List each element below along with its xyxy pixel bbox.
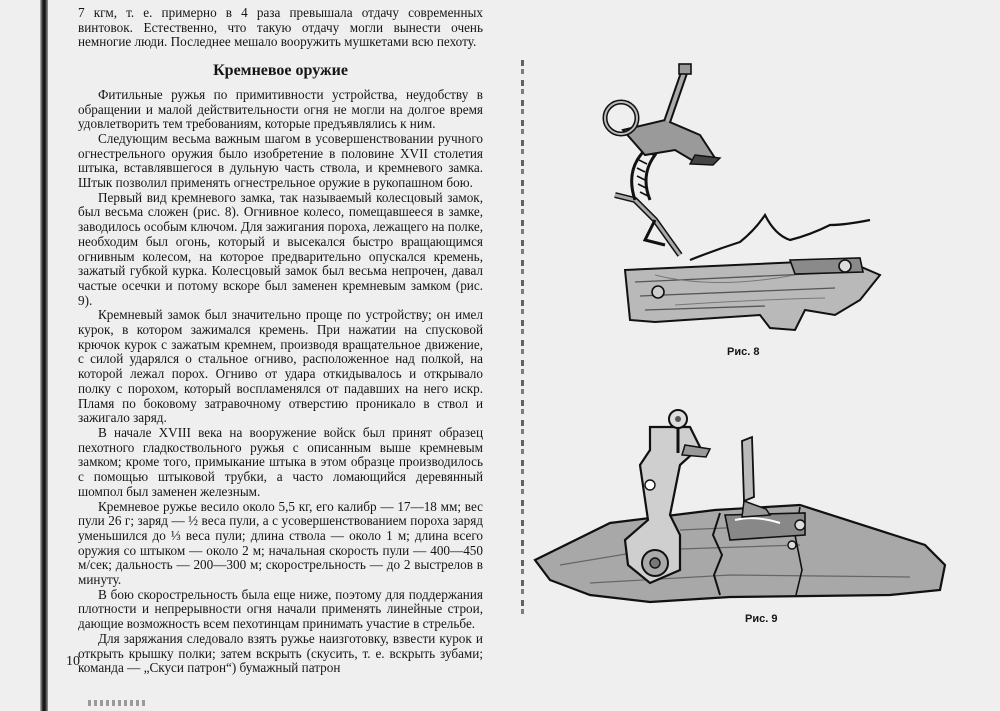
paragraph-5: Кремневый замок был значительно проще по устройству; он имел курок, в котором зажимался кремень. При нажатии на спусковой крючок курок с зажатым кремнем, производя вращательное движение, с силой ударялся о стальное огниво, расположенное над полкой, на которой лежал порох. Огниво от удара откидывалось и открывало полку с порохом, который воспламенялся от падавших на него искр. Пламя по боковому затравочному отверстию проникало в ствол и зажигало заряд. (78, 307, 483, 426)
figure-9-caption: Рис. 9 (745, 613, 778, 625)
paragraph-7: Кремневое ружье весило около 5,5 кг, его калибр — 17—18 мм; вес пули 26 г; заряд — ½ веса пули, а с усовершенствованием пороха заряд уменьшился до ⅓ веса пули; длина ствола — около 1 м; длина всего оружия со штыком — около 2 м; начальная скорость пули — 400—450 м/сек; дальность — 200—300 м; скорострельность — до 2 выстрелов в минуту. (78, 498, 483, 588)
paragraph-2: Фитильные ружья по примитивности устройства, неудобству в обращении и малой действительности огня не могли на долгое время удовлетворить тем требованиям, которые предъявлялись к ним. (78, 86, 483, 132)
paragraph-3: Следующим весьма важным шагом в усовершенствовании ручного огнестрельного оружия было изобретение в половине XVII столетия штыка, вставлявшегося в дульную часть ствола, и кремневого замка. Штык позволил применять огнестрельное оружие в рукопашном бою. (78, 130, 483, 191)
section-heading: Кремневое оружие (213, 62, 348, 80)
paragraph-9: Для заряжания следовало взять ружье наизготовку, взвести курок и открыть крышку полки; затем вскрыть (скусить, т. е. вскрыть зубами; команда — „Скуси патрон“) бумажный патрон (78, 630, 483, 676)
paragraph-4: Первый вид кремневого замка, так называемый колесцовый замок, был весьма сложен (рис. 8). Огнивное колесо, помещавшееся в замке, заводилось особым ключом. Для зажигания пороха, лежащего на полке, необходим был огонь, который и высекался быстро вращающимся огнивным колесом, на которое предварительно опускался кремень, зажатый губкой курка. Колесцовый замок был весьма непрочен, давал частые осечки и потому вскоре был заменен кремневым замком (рис. 9). (78, 189, 483, 308)
scan-artifact (88, 700, 148, 706)
paragraph-6: В начале XVIII века на вооружение войск был принят образец пехотного гладкоствольного ружья с описанным выше кремневым замком; кроме того, примыкание штыка в этом образце производилось с помощью штыковой трубки, а часто ломающийся деревянный шомпол был заменен железным. (78, 424, 483, 499)
left-page-text (78, 6, 483, 676)
page-number: 10 (66, 654, 80, 669)
page-gutter-shadow (521, 60, 524, 620)
paragraph-1: 7 кгм, т. е. примерно в 4 раза превышала отдачу современных винтовок. Естественно, что такую отдачу могли вынести очень немногие люди. Последнее мешало вооружить мушкетами всю пехоту. (78, 5, 483, 50)
book-spine (40, 0, 48, 711)
paragraph-8: В бою скорострельность была еще ниже, поэтому для поддержания плотности и непрерывности огня начали применять линейные строи, дающие возможность всем пехотинцам принимать участие в стрельбе. (78, 586, 483, 632)
figure-8-caption: Рис. 8 (727, 346, 760, 358)
wheellock-illustration (595, 60, 895, 350)
flintlock-illustration (530, 405, 950, 615)
